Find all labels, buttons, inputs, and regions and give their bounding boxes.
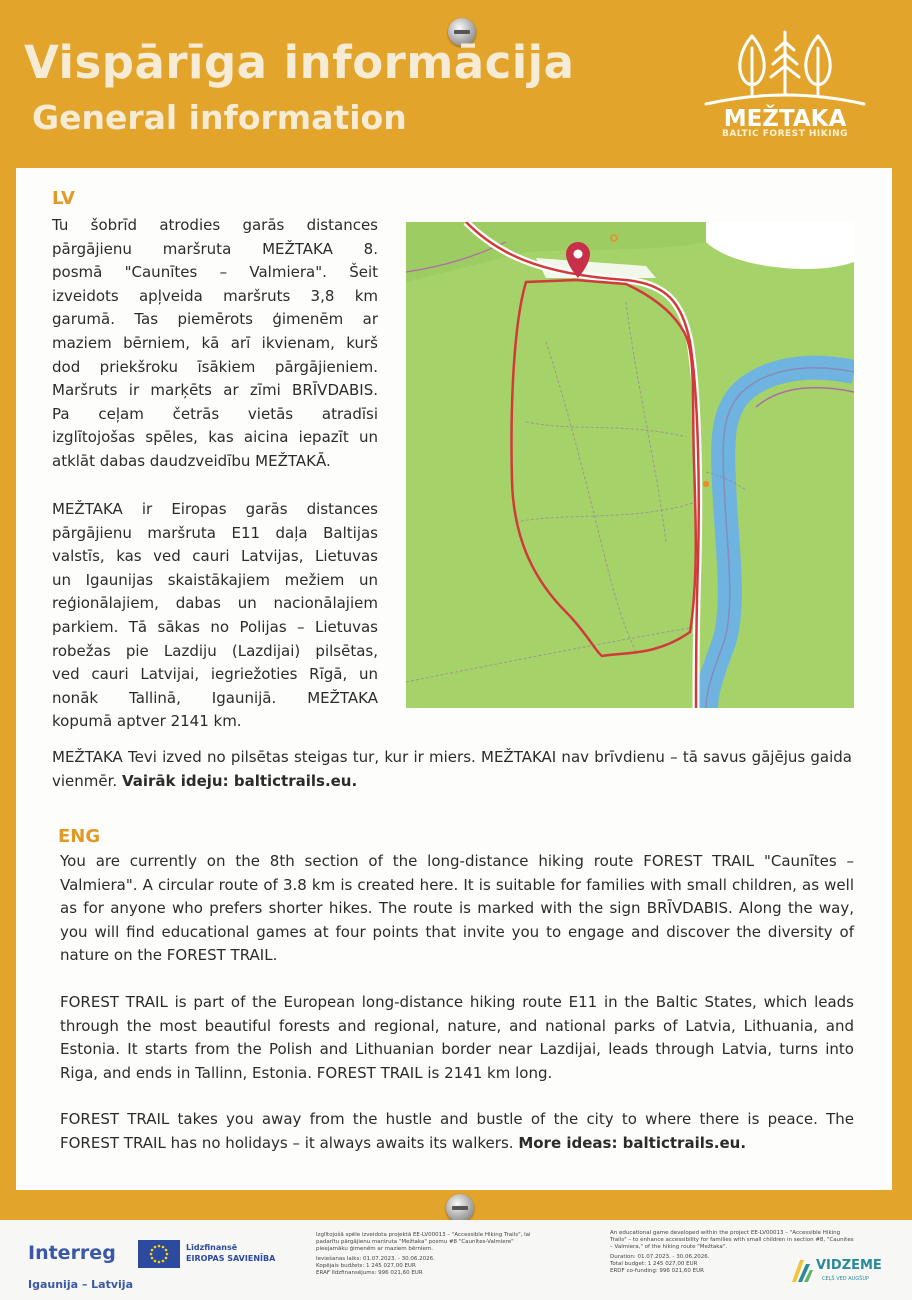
fine-line: Duration: 01.07.2023. - 30.06.2026. bbox=[610, 1254, 710, 1260]
eu-line-1: Līdzfinansē bbox=[186, 1243, 238, 1252]
en-closing-text: FOREST TRAIL takes you away from the hustle and bustle of the city to where there is peace. The FOREST TRAIL has no holidays – it always awaits its walkers. bbox=[60, 1110, 854, 1152]
logo-subtitle: BALTIC FOREST HIKING bbox=[721, 129, 849, 139]
en-text-block bbox=[60, 850, 854, 1156]
text-line: robežas pie Lazdiju (Lazdijai) pilsētas, bbox=[52, 641, 378, 660]
lv-closing-text: MEŽTAKA Tevi izved no pilsētas steigas tur, kur ir miers. MEŽTAKAI nav brīvdienu – tā savus gājējus gaida vienmēr. bbox=[52, 748, 852, 790]
fine-line: ERAF līdzfinansējums: 996 021,60 EUR bbox=[316, 1270, 423, 1276]
text-line: ved cauri Latvijai, iegriežoties Rīgā, un bbox=[52, 665, 378, 684]
program-region: Igaunija – Latvija bbox=[28, 1278, 133, 1291]
text-line: posmā "Caunītes – Valmiera". Šeit bbox=[52, 263, 378, 282]
lv-more-ideas-link[interactable]: Vairāk ideju: baltictrails.eu. bbox=[121, 771, 358, 790]
text-line: maziem bērniem, kā arī ikvienam, kurš bbox=[52, 333, 378, 352]
en-more-ideas-link[interactable]: More ideas: baltictrails.eu. bbox=[518, 1133, 747, 1152]
page-title-en: General information bbox=[32, 98, 407, 137]
logo-name: MEŽTAKA bbox=[723, 106, 847, 132]
info-point-icon bbox=[703, 481, 709, 487]
vidzeme-logo-text: VIDZEME bbox=[816, 1258, 882, 1273]
info-panel bbox=[16, 168, 892, 1190]
lv-section-label: LV bbox=[52, 188, 75, 209]
page-title-lv: Vispārīga informācija bbox=[24, 36, 575, 89]
lv-paragraph-2 bbox=[52, 498, 378, 734]
funding-footer bbox=[0, 1220, 912, 1300]
text-line: Maršruts ir marķēts ar zīmi BRĪVDABIS. bbox=[52, 381, 378, 400]
lv-paragraph-1 bbox=[52, 214, 378, 474]
eu-line-2: EIROPAS SAVIENĪBA bbox=[186, 1254, 276, 1263]
open-area bbox=[706, 222, 854, 269]
fine-line: – Valmiera," of the hiking route "Mežtaka". bbox=[610, 1244, 728, 1250]
fine-line: Trails" – to enhance accessibility for families with small children in section #8, "Caunites bbox=[610, 1237, 854, 1243]
fine-line: padarītu pārgājienu maršruta "Mežtaka" posmu #8 "Caunītes-Valmiere" bbox=[316, 1239, 514, 1245]
en-paragraph-2: FOREST TRAIL is part of the European long-distance hiking route E11 in the Baltic States, which leads through the most beautiful forests and regional, nature, and national parks of Latvia, Lithuania, and Estonia. It starts from the Polish and Lithuanian border near Lazdijai, leads through Latvia, turns into Riga, and ends in Tallinn, Estonia. FOREST TRAIL is 2141 km long. bbox=[60, 992, 854, 1082]
text-line: parkiem. Tā sākas no Polijas – Lietuvas bbox=[52, 617, 378, 636]
vidzeme-logo-icon bbox=[790, 1256, 814, 1284]
text-line: dod priekšroku īsākiem pārgājieniem. bbox=[52, 357, 378, 376]
text-line: MEŽTAKA ir Eiropas garās distances bbox=[52, 500, 378, 518]
boundary-line bbox=[756, 388, 854, 407]
text-line: izglītojošas spēles, kas aicina iepazīt un bbox=[52, 428, 378, 447]
text-line: garumā. Tas piemērots ģimenēm ar bbox=[52, 310, 378, 329]
fine-line: ERDF co-funding: 996 021,60 EUR bbox=[610, 1268, 704, 1274]
text-line: pārgājienu maršruta MEŽTAKA 8. bbox=[52, 239, 378, 258]
mounting-screw-icon bbox=[446, 1194, 474, 1222]
en-paragraph-3 bbox=[60, 1108, 854, 1155]
road bbox=[466, 222, 699, 708]
eu-cofunding-label bbox=[186, 1242, 275, 1264]
trail-map bbox=[406, 222, 854, 708]
fine-line: Kopējais budžets: 1 245 027,00 EUR bbox=[316, 1263, 416, 1269]
project-info-lv bbox=[316, 1232, 592, 1277]
text-line: Pa ceļam četrās vietās atradīsi bbox=[52, 404, 378, 423]
river bbox=[706, 368, 854, 708]
en-section-label: ENG bbox=[58, 826, 101, 847]
trees-icon bbox=[700, 28, 870, 108]
text-line: nonāk Tallinā, Igaunijā. MEŽTAKA bbox=[52, 688, 378, 707]
interreg-logo: Interreg bbox=[28, 1242, 116, 1264]
text-line: pārgājienu maršruta E11 daļa Baltijas bbox=[52, 523, 378, 542]
text-line: atklāt dabas daudzveidību MEŽTAKĀ. bbox=[52, 451, 331, 470]
text-line: kopumā aptver 2141 km. bbox=[52, 712, 242, 731]
fine-line: pieejamāku ģimenēm ar maziem bērniem. bbox=[316, 1246, 433, 1252]
lv-paragraph-3 bbox=[52, 746, 852, 793]
fine-line: Izglītojošā spēle izveidota projektā EE-LV00013 – "Accessible Hiking Trails", lai bbox=[316, 1232, 531, 1238]
text-line: izveidots apļveida maršruts 3,8 km bbox=[52, 286, 378, 305]
eu-flag-icon bbox=[138, 1240, 180, 1268]
text-line: reģionālajiem, dabas un nacionālajiem bbox=[52, 594, 378, 613]
en-paragraph-1: You are currently on the 8th section of the long-distance hiking route FOREST TRAIL "Caunītes – Valmiera". A circular route of 3.8 km is created here. It is suitable for families with small children, as well as for anyone who prefers shorter hikes. The route is marked with the sign BRĪVDABIS. Along the way, you will find educational games at four points that invite you to engage and discover the diversity of nature on the FOREST TRAIL. bbox=[60, 852, 854, 965]
circular-route bbox=[512, 280, 696, 656]
meztaka-logo bbox=[700, 28, 870, 144]
fine-line: Ieviešanas laiks: 01.07.2023. - 30.06.2026. bbox=[316, 1256, 435, 1262]
text-line: un Igaunijas skaistākajiem mežiem un bbox=[52, 570, 378, 589]
text-line: Tu šobrīd atrodies garās distances bbox=[52, 216, 378, 234]
vidzeme-slogan: CEĻŠ VED AUGŠUP bbox=[822, 1276, 870, 1282]
fine-line: Total budget: 1 245 027,00 EUR bbox=[610, 1261, 698, 1267]
text-line: valstīs, kas ved cauri Latvijas, Lietuvas bbox=[52, 547, 378, 566]
fine-line: An educational game developed within the project EE-LV00013 – "Accessible Hiking bbox=[610, 1230, 841, 1236]
